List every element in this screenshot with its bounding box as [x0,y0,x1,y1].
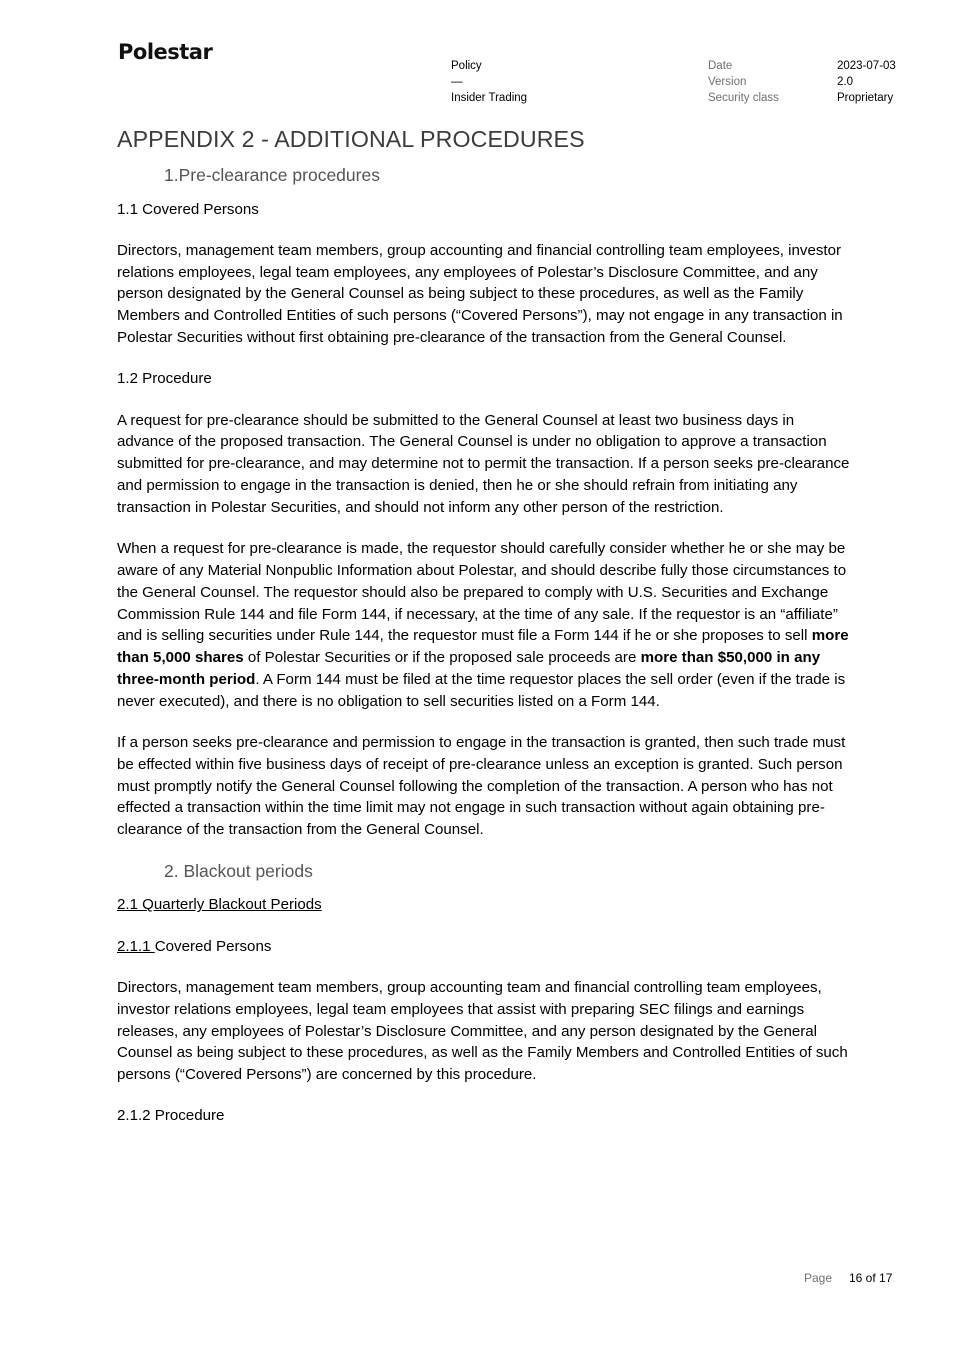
subheading-text: Covered Persons [154,937,272,955]
version-value: 2.0 [837,76,853,88]
subheading-blackout-covered-persons [117,936,852,958]
paragraph-blackout-covered: Directors, management team members, group accounting team and financial controlling team employees, investor relations employees, legal team employees that assist with preparing SEC filings and earnings releases, any employees of Polestar’s Disclosure Committee, and any person designated by the General Counsel as being subject to these procedures, as well as the Family Members and Controlled Entities of such persons (“Covered Persons”) are concerned by this procedure. [117,978,848,1084]
page-label: Page [804,1271,833,1285]
subheading-procedure: 1.2 Procedure [117,370,212,388]
paragraph-covered-persons: Directors, management team members, group accounting and financial controlling team employees, investor relations employees, legal team employees, any employees of Polestar’s Disclosure Committee, and any person designated by the General Counsel as being subject to these procedures, as well as the Family Members and Controlled Entities of such persons (“Covered Persons”), may not engage in any transaction in Polestar Securities without first obtaining pre-clearance of the transaction from the General Counsel. [117,241,843,347]
company-logo: Polestar [118,40,213,64]
subheading-quarterly-blackout: 2.1 Quarterly Blackout Periods [117,896,322,914]
security-label: Security class [708,92,779,104]
bold-proceeds-threshold: more than $50,000 in any three-month period [117,649,821,688]
date-value: 2023-07-03 [837,60,896,72]
header-meta-values [837,58,896,106]
subheading-blackout-procedure: 2.1.2 Procedure [117,1107,225,1125]
page-title: APPENDIX 2 - ADDITIONAL PROCEDURES [117,126,585,152]
paragraph-granted: If a person seeks pre-clearance and permission to engage in the transaction is granted, then such trade must be effected within five business days of receipt of pre-clearance unless an exception is granted. Such person must promptly notify the General Counsel following the completion of the transaction. A person who has not effected a transaction within the time limit may not engage in such transaction without again obtaining pre-clearance of the transaction from the General Counsel. [117,734,846,839]
doc-type: Policy [451,60,482,72]
date-label: Date [708,60,733,72]
section-heading-blackout: 2. Blackout periods [164,860,313,881]
bold-shares-threshold: more than 5,000 shares [117,627,849,667]
doc-title: Insider Trading [451,92,528,104]
subheading-number: 2.1.1 [117,937,155,955]
subheading-covered-persons: 1.1 Covered Persons [117,200,259,218]
paragraph-requestor-text-3: . A Form 144 must be filed at the time requestor places the sell order (even if the trade is never executed), and there is no obligation to sell securities listed on a Form 144. [117,670,846,710]
security-value: Proprietary [837,92,894,104]
section-heading-preclearance: 1.Pre-clearance procedures [164,164,380,185]
page-number: 16 of 17 [849,1271,893,1285]
header-doc-info [451,58,527,106]
paragraph-request: A request for pre-clearance should be submitted to the General Counsel at least two business days in advance of the proposed transaction. The General Counsel is under no obligation to approve a transaction submitted for pre-clearance, and may determine not to permit the transaction. If a person seeks pre-clearance and permission to engage in the transaction is denied, then he or she should refrain from initiating any transaction in Polestar Securities, and should not inform any other person of the restriction. [117,411,850,516]
paragraph-requestor [117,538,852,712]
paragraph-requestor-text-1: When a request for pre-clearance is made, the requestor should carefully consider whether he or she may be aware of any Material Nonpublic Information about Polestar, and should describe fully those circumstances to the General Counsel. The requestor should also be prepared to comply with U.S. Securities and Exchange Commission Rule 144 and file Form 144, if necessary, at the time of any sale. If the requestor is an “affiliate” and is selling securities under Rule 144, the requestor must file a Form 144 if he or she proposes to sell [117,540,847,645]
version-label: Version [708,76,747,88]
paragraph-requestor-text-2: of Polestar Securities or if the proposed sale proceeds are [243,649,641,667]
doc-separator: — [451,76,463,88]
document-body [117,125,852,1147]
header-meta-labels [708,58,779,106]
